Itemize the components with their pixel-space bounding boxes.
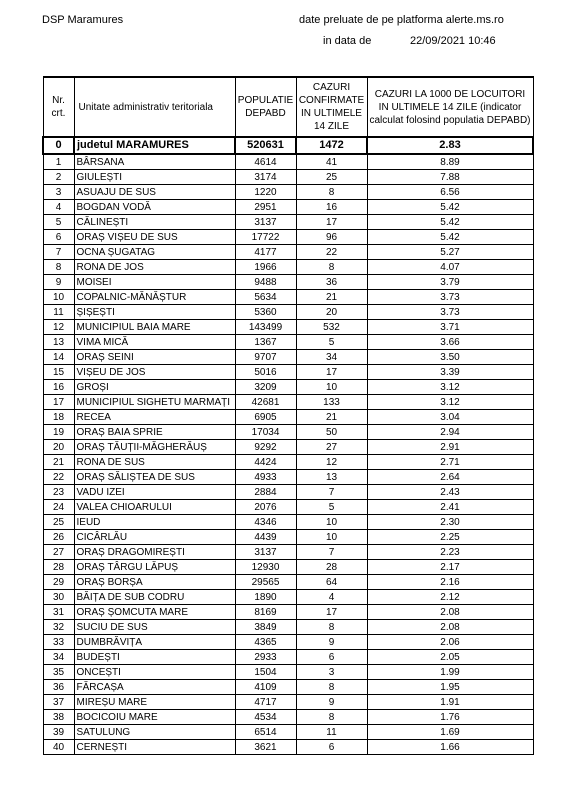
table-row <box>43 215 533 230</box>
cell-unit: MUNICIPIUL BAIA MARE <box>74 320 235 335</box>
cell-unit: MUNICIPIUL SIGHETU MARMAȚI <box>74 395 235 410</box>
cell-rate: 2.30 <box>367 515 533 530</box>
cell-population: 1890 <box>235 590 296 605</box>
cell-unit: GIULEȘTI <box>74 170 235 185</box>
table-row <box>43 275 533 290</box>
table-row <box>43 290 533 305</box>
cell-unit: ASUAJU DE SUS <box>74 185 235 200</box>
cell-population: 143499 <box>235 320 296 335</box>
cell-cases: 532 <box>296 320 367 335</box>
cell-nr: 10 <box>43 290 74 305</box>
cell-population: 17034 <box>235 425 296 440</box>
cell-rate: 2.41 <box>367 500 533 515</box>
cell-nr: 0 <box>43 137 74 154</box>
cell-unit: IEUD <box>74 515 235 530</box>
cell-unit: ORAȘ BAIA SPRIE <box>74 425 235 440</box>
cell-rate: 2.91 <box>367 440 533 455</box>
table-row <box>43 740 533 755</box>
cell-rate: 3.66 <box>367 335 533 350</box>
cell-rate: 1.69 <box>367 725 533 740</box>
cell-cases: 8 <box>296 710 367 725</box>
cell-cases: 13 <box>296 470 367 485</box>
cell-population: 5360 <box>235 305 296 320</box>
cell-cases: 17 <box>296 365 367 380</box>
cell-nr: 30 <box>43 590 74 605</box>
cell-unit: VIMA MICĂ <box>74 335 235 350</box>
organization-name: DSP Maramures <box>42 14 124 26</box>
table-row <box>43 710 533 725</box>
cell-nr: 35 <box>43 665 74 680</box>
table-row <box>43 410 533 425</box>
cell-cases: 11 <box>296 725 367 740</box>
col-header-unit: Unitate administrativ teritoriala <box>74 77 235 137</box>
table-row <box>43 485 533 500</box>
cell-population: 5634 <box>235 290 296 305</box>
cell-rate: 6.56 <box>367 185 533 200</box>
cell-cases: 9 <box>296 635 367 650</box>
cell-population: 42681 <box>235 395 296 410</box>
cell-nr: 33 <box>43 635 74 650</box>
cell-nr: 11 <box>43 305 74 320</box>
cell-unit: OCNA ȘUGATAG <box>74 245 235 260</box>
cell-unit: MOISEI <box>74 275 235 290</box>
cases-table <box>42 76 534 755</box>
cell-nr: 22 <box>43 470 74 485</box>
cell-population: 2951 <box>235 200 296 215</box>
cell-unit: SATULUNG <box>74 725 235 740</box>
col-header-nr: Nr. crt. <box>43 77 74 137</box>
table-row <box>43 440 533 455</box>
cell-population: 9488 <box>235 275 296 290</box>
cell-rate: 2.25 <box>367 530 533 545</box>
cell-nr: 24 <box>43 500 74 515</box>
table-row <box>43 500 533 515</box>
cell-cases: 27 <box>296 440 367 455</box>
cell-cases: 6 <box>296 740 367 755</box>
cell-cases: 34 <box>296 350 367 365</box>
cell-unit: CĂLINEȘTI <box>74 215 235 230</box>
cell-cases: 50 <box>296 425 367 440</box>
cell-nr: 16 <box>43 380 74 395</box>
cell-population: 9707 <box>235 350 296 365</box>
cell-population: 9292 <box>235 440 296 455</box>
cell-rate: 3.12 <box>367 380 533 395</box>
cell-population: 4614 <box>235 154 296 170</box>
cell-cases: 96 <box>296 230 367 245</box>
table-header-row <box>43 77 533 137</box>
col-header-rate: CAZURI LA 1000 DE LOCUITORI IN ULTIMELE 14 ZILE (indicator calculat folosind populatia DEPABD) <box>367 77 533 137</box>
cell-rate: 3.73 <box>367 290 533 305</box>
cell-unit: BOCICOIU MARE <box>74 710 235 725</box>
cell-population: 17722 <box>235 230 296 245</box>
table-row <box>43 245 533 260</box>
cell-rate: 2.83 <box>367 137 533 154</box>
table-row <box>43 200 533 215</box>
cell-rate: 3.79 <box>367 275 533 290</box>
cell-nr: 18 <box>43 410 74 425</box>
cell-rate: 2.12 <box>367 590 533 605</box>
cell-rate: 2.08 <box>367 605 533 620</box>
cell-nr: 12 <box>43 320 74 335</box>
cell-population: 520631 <box>235 137 296 154</box>
cell-unit: ȘIȘEȘTI <box>74 305 235 320</box>
cell-nr: 6 <box>43 230 74 245</box>
cell-nr: 9 <box>43 275 74 290</box>
cell-unit: FĂRCAȘA <box>74 680 235 695</box>
cell-population: 3849 <box>235 620 296 635</box>
cell-cases: 64 <box>296 575 367 590</box>
cell-population: 3209 <box>235 380 296 395</box>
cell-population: 3174 <box>235 170 296 185</box>
table-row <box>43 305 533 320</box>
cell-cases: 9 <box>296 695 367 710</box>
cell-nr: 39 <box>43 725 74 740</box>
table-row <box>43 455 533 470</box>
cell-unit: ONCEȘTI <box>74 665 235 680</box>
cell-nr: 17 <box>43 395 74 410</box>
cell-population: 4365 <box>235 635 296 650</box>
cell-nr: 15 <box>43 365 74 380</box>
cell-cases: 36 <box>296 275 367 290</box>
cell-unit: ORAȘ BORȘA <box>74 575 235 590</box>
cell-cases: 20 <box>296 305 367 320</box>
cell-cases: 16 <box>296 200 367 215</box>
table-row <box>43 335 533 350</box>
col-header-population: POPULATIE DEPABD <box>235 77 296 137</box>
table-row <box>43 680 533 695</box>
cell-nr: 31 <box>43 605 74 620</box>
cell-cases: 8 <box>296 680 367 695</box>
cell-rate: 3.73 <box>367 305 533 320</box>
cell-cases: 1472 <box>296 137 367 154</box>
cell-nr: 21 <box>43 455 74 470</box>
cell-population: 4439 <box>235 530 296 545</box>
cell-nr: 14 <box>43 350 74 365</box>
cell-population: 4534 <box>235 710 296 725</box>
cell-population: 2933 <box>235 650 296 665</box>
table-row <box>43 575 533 590</box>
cell-cases: 21 <box>296 410 367 425</box>
cell-nr: 38 <box>43 710 74 725</box>
cell-population: 1367 <box>235 335 296 350</box>
cell-unit: ORAȘ DRAGOMIREȘTI <box>74 545 235 560</box>
cell-population: 6514 <box>235 725 296 740</box>
cell-rate: 2.16 <box>367 575 533 590</box>
cell-rate: 1.95 <box>367 680 533 695</box>
cell-population: 1220 <box>235 185 296 200</box>
cell-nr: 7 <box>43 245 74 260</box>
cell-nr: 29 <box>43 575 74 590</box>
table-row <box>43 605 533 620</box>
cell-unit: ORAȘ TĂUȚII-MĂGHERĂUȘ <box>74 440 235 455</box>
table-row <box>43 470 533 485</box>
table-row <box>43 260 533 275</box>
cell-cases: 5 <box>296 500 367 515</box>
cell-cases: 6 <box>296 650 367 665</box>
cell-cases: 12 <box>296 455 367 470</box>
cell-unit: CICÂRLĂU <box>74 530 235 545</box>
cell-cases: 17 <box>296 215 367 230</box>
cell-rate: 2.05 <box>367 650 533 665</box>
cell-nr: 37 <box>43 695 74 710</box>
cell-cases: 8 <box>296 185 367 200</box>
cell-rate: 5.27 <box>367 245 533 260</box>
cell-population: 2076 <box>235 500 296 515</box>
cell-nr: 2 <box>43 170 74 185</box>
table-row <box>43 170 533 185</box>
cell-population: 4717 <box>235 695 296 710</box>
cell-cases: 17 <box>296 605 367 620</box>
table-row <box>43 530 533 545</box>
cell-unit: SUCIU DE SUS <box>74 620 235 635</box>
cell-rate: 2.23 <box>367 545 533 560</box>
cell-rate: 2.71 <box>367 455 533 470</box>
cell-nr: 40 <box>43 740 74 755</box>
cell-cases: 10 <box>296 530 367 545</box>
table-row <box>43 665 533 680</box>
cell-cases: 41 <box>296 154 367 170</box>
table-row <box>43 425 533 440</box>
table-row <box>43 590 533 605</box>
cell-rate: 2.08 <box>367 620 533 635</box>
cell-unit: ORAȘ SEINI <box>74 350 235 365</box>
cell-population: 4346 <box>235 515 296 530</box>
cell-rate: 1.66 <box>367 740 533 755</box>
cell-population: 8169 <box>235 605 296 620</box>
data-source-note: date preluate de pe platforma alerte.ms.ro <box>299 14 504 26</box>
cell-nr: 1 <box>43 154 74 170</box>
cell-unit: DUMBRĂVIȚA <box>74 635 235 650</box>
report-datetime: 22/09/2021 10:46 <box>410 35 496 47</box>
cell-rate: 3.04 <box>367 410 533 425</box>
cell-cases: 8 <box>296 260 367 275</box>
cell-rate: 3.39 <box>367 365 533 380</box>
cell-unit: VADU IZEI <box>74 485 235 500</box>
cell-nr: 32 <box>43 620 74 635</box>
cell-population: 3137 <box>235 215 296 230</box>
cell-cases: 10 <box>296 515 367 530</box>
cell-rate: 4.07 <box>367 260 533 275</box>
cell-unit: RONA DE SUS <box>74 455 235 470</box>
cell-population: 4177 <box>235 245 296 260</box>
cell-rate: 2.17 <box>367 560 533 575</box>
table-row <box>43 350 533 365</box>
cell-unit: CERNEȘTI <box>74 740 235 755</box>
cell-population: 4933 <box>235 470 296 485</box>
cell-population: 6905 <box>235 410 296 425</box>
cell-population: 1504 <box>235 665 296 680</box>
cell-nr: 23 <box>43 485 74 500</box>
table-row <box>43 620 533 635</box>
cell-unit: GROȘI <box>74 380 235 395</box>
table-row <box>43 725 533 740</box>
cell-cases: 25 <box>296 170 367 185</box>
table-row <box>43 154 533 170</box>
table-row <box>43 230 533 245</box>
cell-population: 4109 <box>235 680 296 695</box>
cell-population: 5016 <box>235 365 296 380</box>
cell-nr: 5 <box>43 215 74 230</box>
table-row <box>43 320 533 335</box>
cell-cases: 3 <box>296 665 367 680</box>
cell-unit: RECEA <box>74 410 235 425</box>
cell-unit: BĂIȚA DE SUB CODRU <box>74 590 235 605</box>
table-row <box>43 545 533 560</box>
cell-nr: 28 <box>43 560 74 575</box>
cell-rate: 3.71 <box>367 320 533 335</box>
cell-unit: VIȘEU DE JOS <box>74 365 235 380</box>
cell-rate: 5.42 <box>367 230 533 245</box>
cell-cases: 7 <box>296 545 367 560</box>
table-row <box>43 365 533 380</box>
cell-unit: BÂRSANA <box>74 154 235 170</box>
cell-nr: 4 <box>43 200 74 215</box>
cell-rate: 3.50 <box>367 350 533 365</box>
table-row <box>43 695 533 710</box>
table-row <box>43 380 533 395</box>
cell-population: 12930 <box>235 560 296 575</box>
table-row <box>43 185 533 200</box>
cell-population: 29565 <box>235 575 296 590</box>
table-row <box>43 635 533 650</box>
cell-rate: 1.91 <box>367 695 533 710</box>
table-row <box>43 395 533 410</box>
cell-nr: 13 <box>43 335 74 350</box>
cell-nr: 20 <box>43 440 74 455</box>
table-row <box>43 560 533 575</box>
cell-unit: MIREȘU MARE <box>74 695 235 710</box>
cell-rate: 2.64 <box>367 470 533 485</box>
cell-unit: judetul MARAMURES <box>74 137 235 154</box>
cell-cases: 5 <box>296 335 367 350</box>
cell-rate: 8.89 <box>367 154 533 170</box>
cell-unit: RONA DE JOS <box>74 260 235 275</box>
cell-rate: 5.42 <box>367 215 533 230</box>
cell-unit: ORAȘ SĂLIȘTEA DE SUS <box>74 470 235 485</box>
col-header-cases: CAZURI CONFIRMATE IN ULTIMELE 14 ZILE <box>296 77 367 137</box>
date-label: in data de <box>323 35 372 47</box>
cell-nr: 25 <box>43 515 74 530</box>
cell-rate: 3.12 <box>367 395 533 410</box>
cell-nr: 3 <box>43 185 74 200</box>
cell-cases: 8 <box>296 620 367 635</box>
cell-rate: 2.06 <box>367 635 533 650</box>
cell-population: 3137 <box>235 545 296 560</box>
cell-rate: 5.42 <box>367 200 533 215</box>
table-row <box>43 650 533 665</box>
cell-cases: 21 <box>296 290 367 305</box>
table-row <box>43 515 533 530</box>
cell-population: 4424 <box>235 455 296 470</box>
cell-rate: 7.88 <box>367 170 533 185</box>
cell-nr: 19 <box>43 425 74 440</box>
cell-cases: 133 <box>296 395 367 410</box>
cell-nr: 27 <box>43 545 74 560</box>
cell-unit: BOGDAN VODĂ <box>74 200 235 215</box>
cell-unit: BUDEȘTI <box>74 650 235 665</box>
cell-unit: COPALNIC-MĂNĂȘTUR <box>74 290 235 305</box>
cell-cases: 22 <box>296 245 367 260</box>
cell-unit: ORAȘ TÂRGU LĂPUȘ <box>74 560 235 575</box>
cell-nr: 26 <box>43 530 74 545</box>
cell-nr: 8 <box>43 260 74 275</box>
cell-rate: 2.43 <box>367 485 533 500</box>
cell-unit: ORAȘ VIȘEU DE SUS <box>74 230 235 245</box>
cell-cases: 7 <box>296 485 367 500</box>
cell-rate: 1.99 <box>367 665 533 680</box>
cell-cases: 4 <box>296 590 367 605</box>
cell-rate: 2.94 <box>367 425 533 440</box>
cell-unit: VALEA CHIOARULUI <box>74 500 235 515</box>
cell-cases: 10 <box>296 380 367 395</box>
cell-population: 1966 <box>235 260 296 275</box>
cell-nr: 36 <box>43 680 74 695</box>
cell-nr: 34 <box>43 650 74 665</box>
cell-rate: 1.76 <box>367 710 533 725</box>
cell-unit: ORAȘ ȘOMCUTA MARE <box>74 605 235 620</box>
cell-population: 2884 <box>235 485 296 500</box>
cell-cases: 28 <box>296 560 367 575</box>
county-total-row <box>43 137 533 154</box>
cell-population: 3621 <box>235 740 296 755</box>
